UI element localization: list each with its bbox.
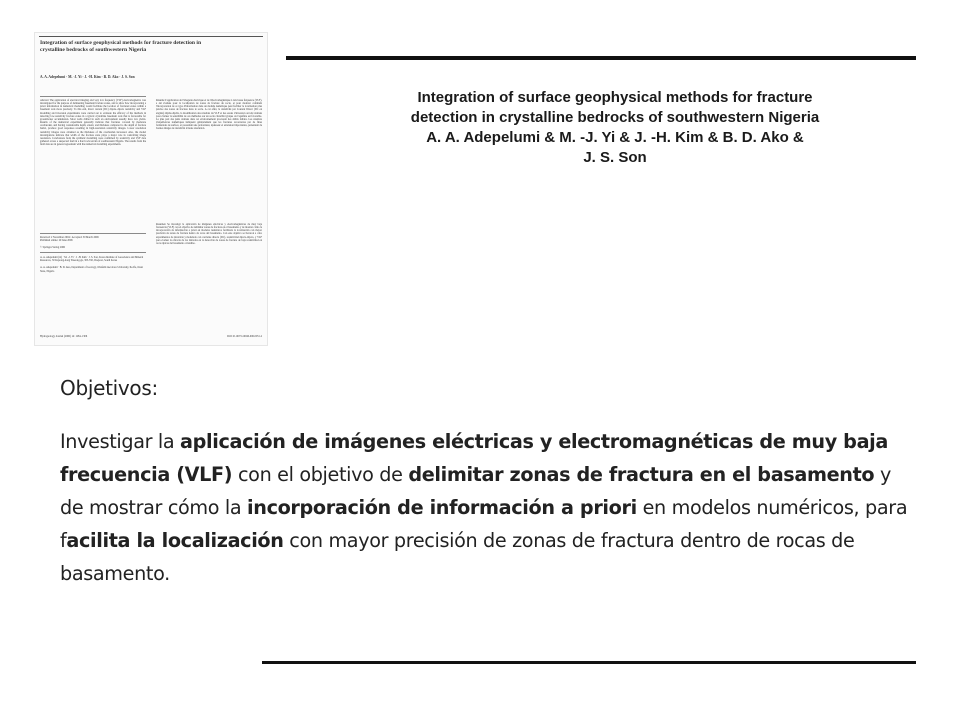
objectives-text-2: con el objetivo de — [232, 463, 409, 486]
paper-affiliation-1: A. A. Adepelumi (✉) · M. -J. Yi · J. -H. Kim · J. S. Son, Korea Institute of Geoscience and Mineral Resources, 30 Kajeong-dong Yuseong-gu, 305-350, Daejeon, South Korea — [40, 255, 144, 263]
citation-title-line-1: Integration of surface geophysical methods for fracture — [417, 89, 813, 106]
paper-meta-rule — [40, 233, 146, 234]
objectives-text-4: en modelos numéricos, para f — [60, 496, 908, 552]
objectives-text-1: Investigar la — [60, 430, 181, 453]
paper-published: Published online: 29 June 2006 — [40, 239, 73, 243]
paper-journal: Hydrogeology Journal (2006) 14: 1284–1306 — [40, 335, 88, 338]
objectives-text-3: y de mostrar cómo la — [60, 463, 891, 519]
paper-copyright: © Springer-Verlag 2006 — [40, 245, 65, 249]
objectives-bold-3: incorporación de información a priori — [247, 496, 637, 519]
objectives-bold-1: aplicación de imágenes eléctricas y electromagnéticas de muy baja frecuencia (VLF) — [60, 430, 888, 486]
paper-authors: A. A. Adepelumi · M. -J. Yi · J. -H. Kim · B. D. Ako · J. S. Son — [40, 75, 135, 79]
paper-meta — [40, 233, 146, 273]
paper-affiliation-2: A. A. Adepelumi · B. D. Ako, Department of Geology, Obafemi Awolowo University, Ile-Ife, Osun State, Nigeria — [40, 266, 143, 273]
paper-divider — [40, 96, 146, 97]
paper-citation — [345, 88, 885, 168]
citation-title-line-2: detection in crystalline bedrocks of southwestern Nigeria — [410, 109, 820, 126]
citation-authors-line-2: J. S. Son — [583, 149, 647, 166]
objectives-bold-2: delimitar zonas de fractura en el basamento — [408, 463, 875, 486]
citation-authors-line-1: A. A. Adepelumi & M. -J. Yi & J. -H. Kim & B. D. Ako & — [426, 129, 804, 146]
objectives-bold-4: acilita la localización — [66, 529, 284, 552]
paper-abstract: Abstract The application of electrical imaging and very low frequency (VLF) electromagnetics was investigated for the purpose of delineating basement fracture zones, and to show how incorporating a priori information in numerical modelling would facilitate the location of fractured zones within a basement rock more precisely. To this end, direct current (DC) dipole–dipole resistivity and VLF modelling and inversion experiments were carried out to evaluate the efficacy of the methods in detecting low-resistivity fracture zones in a typical crystalline basement rock that is favourable for groundwater accumulation. Most wells drilled in such an environment usually have low yields. Results of the numerical experiment generally indicate that fractures covered by moderate overburden, and having considerable depth, extent, and thickness compared to the depth of fracture burial, produce good responses resulting in high-resolution resistivity images. Lower resolution resistivity images were obtained as the thickness of the overburden increased. Also, the model investigations indicate that width of the fracture zone plays a major role in controlling image resolution. Conclusions from the synthetic modelling were confirmed by resistivity and VLF data gathered across a suspected fault in a hard rock terrain of southwestern Nigeria. The results from the field data are in general agreement with the numerical modelling experiments. — [40, 99, 146, 147]
paper-doi: DOI 10.1007/s10040-006-0051-2 — [227, 335, 262, 338]
paper-received: Received: 2 November 2004 / Accepted: 30 March 2006 — [40, 236, 99, 239]
paper-title: Integration of surface geophysical methods for fracture detection in crystalline bedrocks of southwestern Nigeria — [40, 40, 202, 53]
paper-resume: Résumé L'application de l'imagerie électrique et de l'électromagnétique à très basse fréquence (VLF), a été évaluée pour la localisation de zones de fracture du socle, et pour montrer comment l'incorporation de ce type d'information dans un modèle numérique peut faciliter la localisation plus précise des zones de fracture dans le socle. A cet effet, la résistivité par Courant Direct (DC en anglais) dipôle-dipôle, la modélisation des résultats du VLF et des essais d'inversion ont été réalisés pour évaluer la sensibilité de ces méthodes sur un socle cristallin typique où l'aquifère est favorable. La plus part des puits réalisés dans cet environnement procurent des débits faibles. Les résultats d'expériences numériques indiquent généralement que les fractures recouvertes par de fines formations de surface, et possédant une profondeur, épaisseur et extension importantes, présentent de bonnes images de résistivité à haute résolution. — [156, 99, 262, 131]
paper-thumbnail — [34, 32, 268, 346]
paper-footer — [40, 335, 262, 338]
objectives-text-5: con mayor precisión de zonas de fractura dentro de rocas de basamento. — [60, 529, 855, 585]
objectives-heading: Objetivos: — [60, 376, 158, 400]
paper-top-rule — [39, 36, 263, 37]
top-rule — [286, 56, 916, 60]
objectives-paragraph — [60, 425, 910, 590]
paper-meta-rule-2 — [40, 252, 146, 253]
bottom-rule — [262, 661, 916, 664]
paper-resumen: Resumen Se investigó la aplicación de imágenes eléctricas y electromagnéticas de muy baja frecuencia (VLF) con el objetivo de delimitar zonas de fractura en el basamento y de mostrar cómo la incorporación de información a priori en modelos numéricos facilitaría la localización con mayor precisión de zonas de fractura dentro de rocas del basamento. Con este objetivo se llevaron a cabo experimentos de inversión y modelado con corriente directa (DC), resistividad dipolo-dipolo, y VLF para evaluar la eficacia de los métodos en la detección de zonas de fractura de baja resistividad en rocas típicas del basamento cristalino. — [156, 223, 262, 245]
